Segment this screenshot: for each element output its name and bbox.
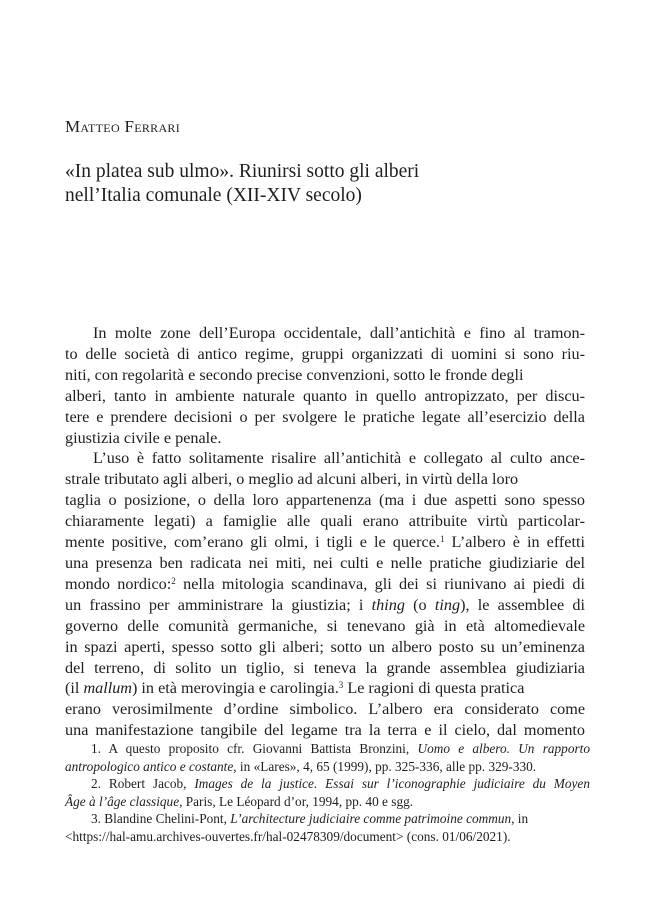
footnote-1-line-1: [65, 740, 590, 758]
body-text-segment: nella mitologia scandinava, gli dei si riunivano ai piedi di: [175, 574, 585, 593]
body-line: strale tributato agli alberi, o meglio ad alcuni alberi, in virtù della loro: [65, 470, 519, 489]
body-line: alberi, tanto in ambiente naturale quanto in quello antropizzato, per discu-: [65, 386, 585, 405]
footnotes: [65, 740, 590, 846]
body-line: del terreno, di solito un tiglio, si teneva la grande assemblea giudiziaria: [65, 658, 585, 677]
footnote-2-line-2: [65, 793, 590, 811]
author-name: Matteo Ferrari: [65, 117, 181, 136]
body-line: taglia o posizione, o della loro appartenenza (ma i due aspetti sono spesso: [65, 491, 585, 510]
body-line: in spazi aperti, spesso sotto gli alberi; sotto un albero posto su un’eminenza: [65, 637, 585, 656]
body-text: [65, 323, 585, 741]
body-line: to delle società di antico regime, gruppi organizzati di uomini si sono riu-: [65, 344, 585, 363]
body-line: tere e prendere decisioni o per svolgere le pratiche legate all’esercizio della: [65, 407, 585, 426]
footnote-title: Uomo e albero. Un rapporto: [417, 741, 590, 756]
body-line: governo delle comunità germaniche, si tenevano già in età altomedievale: [65, 616, 585, 635]
footnote-ref-1: 1: [439, 534, 445, 545]
article-title: [65, 160, 595, 208]
body-text-segment: un frassino per amministrare la giustizia; i: [65, 595, 372, 614]
body-text-segment: mente positive, com’erano gli olmi, i tigli e le querce.: [65, 533, 440, 552]
body-line: una presenza ben radicata nei miti, nei culti e nelle pratiche giudiziarie del: [65, 553, 585, 572]
title-line-1: «In platea sub ulmo». Riunirsi sotto gli alberi: [65, 161, 420, 182]
body-text-segment: (il: [65, 679, 84, 698]
body-line: chiaramente legati) a famiglie alle quali erano attribuite virtù particolar-: [65, 512, 585, 531]
body-line: L’uso è fatto solitamente risalire all’antichità e collegato al culto ance-: [93, 449, 585, 468]
footnote-3-line-2: <https://hal-amu.archives-ouvertes.fr/hal-02478309/document> (cons. 01/06/2021).: [65, 828, 511, 844]
body-line: niti, con regolarità e secondo precise convenzioni, sotto le fronde degli: [65, 365, 524, 384]
body-line: In molte zone dell’Europa occidentale, dall’antichità e fino al tramon-: [93, 324, 585, 342]
body-text-segment: ), le assemblee di: [460, 595, 586, 614]
body-line: erano verosimilmente d’ordine simbolico. L’albero era considerato come: [65, 700, 585, 719]
body-line: giustizia civile e penale.: [65, 428, 222, 447]
body-line: [65, 574, 585, 595]
body-text-segment: (o: [404, 595, 435, 614]
footnote-3-line-1: [65, 810, 590, 828]
footnote-text: , in «Lares», 4, 65 (1999), pp. 325-336, alle pp. 329-330.: [233, 758, 537, 774]
footnote-text: , Paris, Le Léopard d’or, 1994, pp. 40 e sgg.: [179, 793, 414, 809]
body-text-segment: L’albero è in effetti: [444, 533, 585, 552]
italic-term: thing: [371, 595, 405, 614]
body-line: [65, 678, 585, 699]
body-text-segment: ) in età merovingia e carolingia.: [132, 679, 339, 698]
italic-term: ting: [434, 595, 461, 614]
footnote-text: 3. Blandine Chelini-Pont,: [91, 811, 231, 827]
body-line: [65, 595, 585, 616]
body-line: [65, 532, 585, 553]
body-text-segment: Le ragioni di questa pratica: [343, 679, 525, 698]
footnote-title: Âge à l’âge classique: [65, 793, 180, 809]
footnote-title: L’architecture judiciaire comme patrimoine commun: [230, 811, 512, 827]
footnote-text: , in: [511, 811, 529, 827]
footnote-2-line-1: [65, 775, 590, 793]
footnote-text: 2. Robert Jacob,: [91, 776, 195, 792]
footnote-ref-2: 2: [171, 575, 176, 586]
title-line-2: nell’Italia comunale (XII-XIV secolo): [65, 185, 362, 206]
body-text-segment: mondo nordico:: [65, 574, 172, 593]
body-line: una manifestazione tangibile del legame tra la terra e il cielo, dal momento: [65, 721, 585, 740]
footnote-title: antropologico antico e costante: [65, 758, 234, 774]
footnote-text: 1. A questo proposito cfr. Giovanni Battista Bronzini,: [91, 741, 418, 756]
italic-term: mallum: [83, 679, 132, 698]
footnote-title: Images de la justice. Essai sur l’iconographie judiciaire du Moyen: [194, 776, 590, 792]
footnote-1-line-2: [65, 758, 590, 776]
footnote-ref-3: 3: [338, 680, 344, 691]
